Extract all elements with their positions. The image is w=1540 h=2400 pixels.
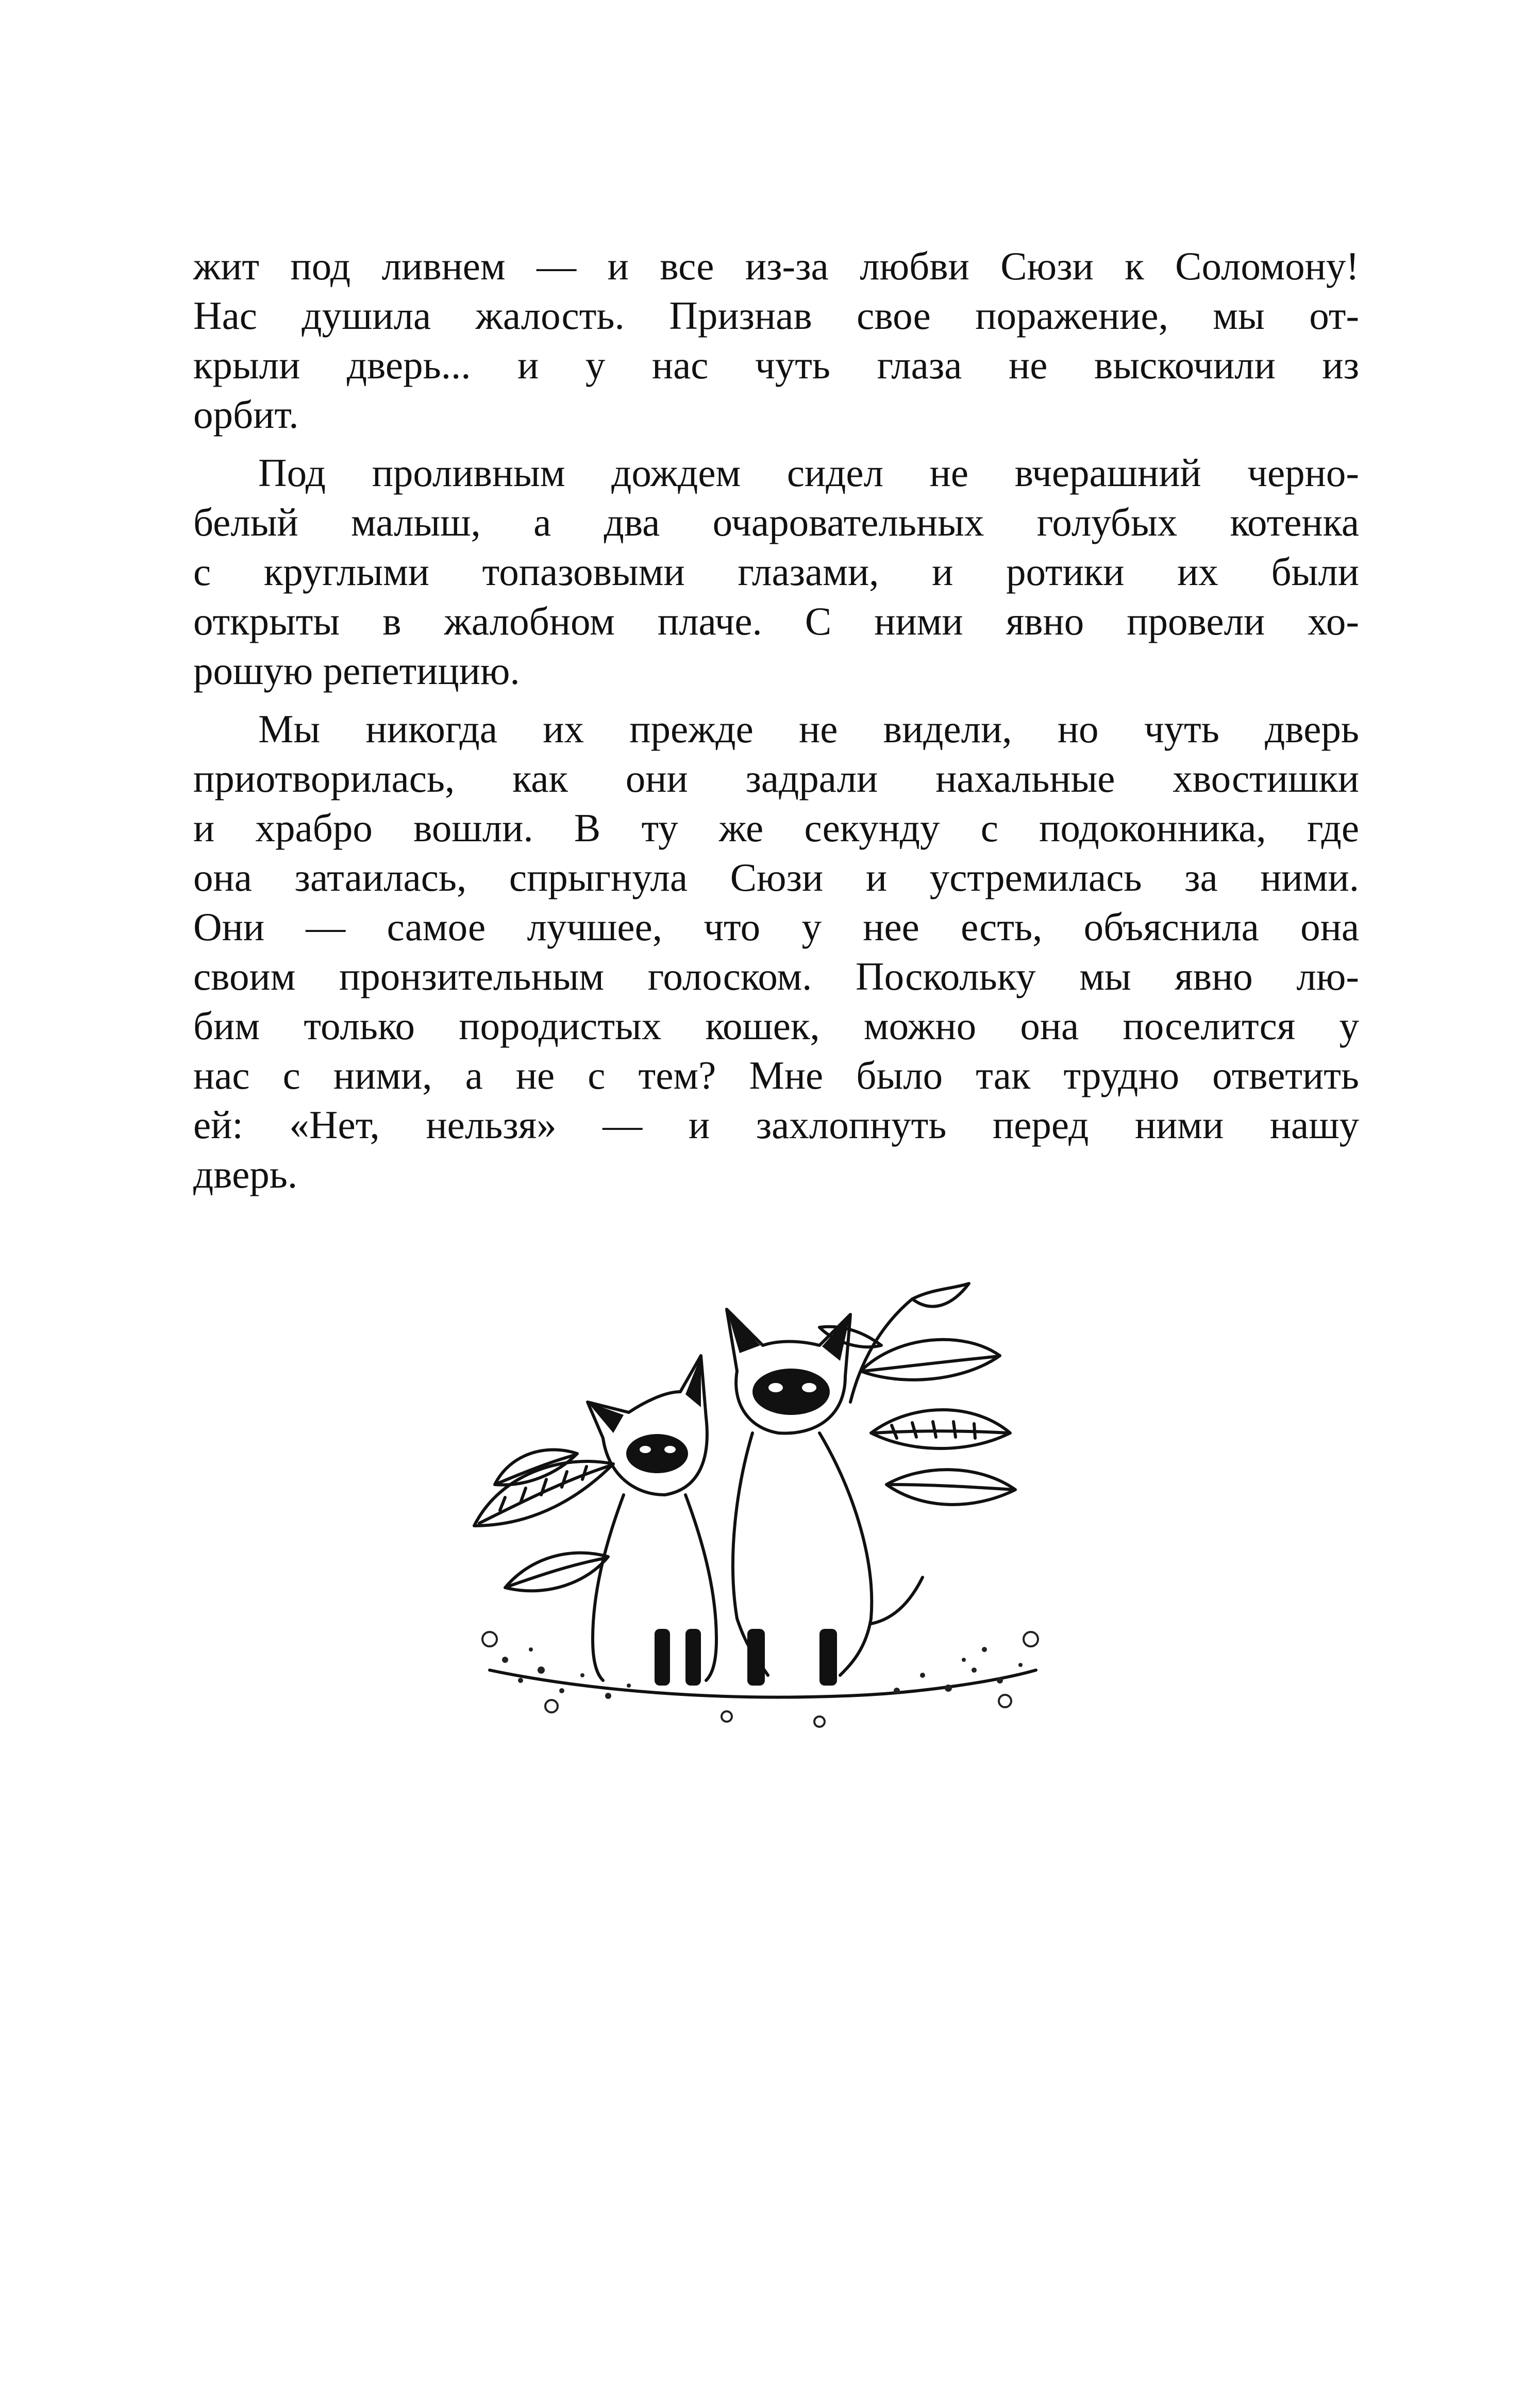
- text-line: с круглыми топазовыми глазами, и ротики их были: [193, 549, 1359, 594]
- body-text: [193, 241, 1359, 1199]
- text-line: своим пронзительным голоском. Поскольку мы явно лю-: [193, 954, 1359, 998]
- text-line: нас с ними, а не с тем? Мне было так трудно ответить: [193, 1053, 1359, 1097]
- text-line: рошую репетицию.: [193, 648, 520, 693]
- text-line: Мы никогда их прежде не видели, но чуть дверь: [258, 707, 1359, 751]
- text-line: открыты в жалобном плаче. С ними явно провели хо-: [193, 599, 1359, 643]
- text-line: Под проливным дождем сидел не вчерашний черно-: [258, 451, 1359, 495]
- text-line: Они — самое лучшее, что у нее есть, объяснила она: [193, 905, 1359, 949]
- two-siamese-kittens-among-leaves-icon: [459, 1268, 1077, 1794]
- text-line: приотворилась, как они задрали нахальные хвостишки: [193, 756, 1359, 801]
- text-line: дверь.: [193, 1152, 298, 1196]
- text-line: орбит.: [193, 392, 299, 437]
- text-line: она затаилась, спрыгнула Сюзи и устремилась за ними.: [193, 855, 1359, 899]
- text-line: и храбро вошли. В ту же секунду с подоконника, где: [193, 806, 1359, 850]
- text-line: Нас душила жалость. Признав свое поражение, мы от-: [193, 293, 1359, 338]
- text-line: белый малыш, а два очаровательных голубых котенка: [193, 500, 1359, 544]
- text-line: бим только породистых кошек, можно она поселится у: [193, 1004, 1359, 1048]
- text-line: ей: «Нет, нельзя» — и захлопнуть перед ними нашу: [193, 1103, 1359, 1147]
- text-line: крыли дверь... и у нас чуть глаза не выскочили из: [193, 343, 1359, 387]
- text-line: жит под ливнем — и все из-за любви Сюзи к Соломону!: [193, 244, 1359, 288]
